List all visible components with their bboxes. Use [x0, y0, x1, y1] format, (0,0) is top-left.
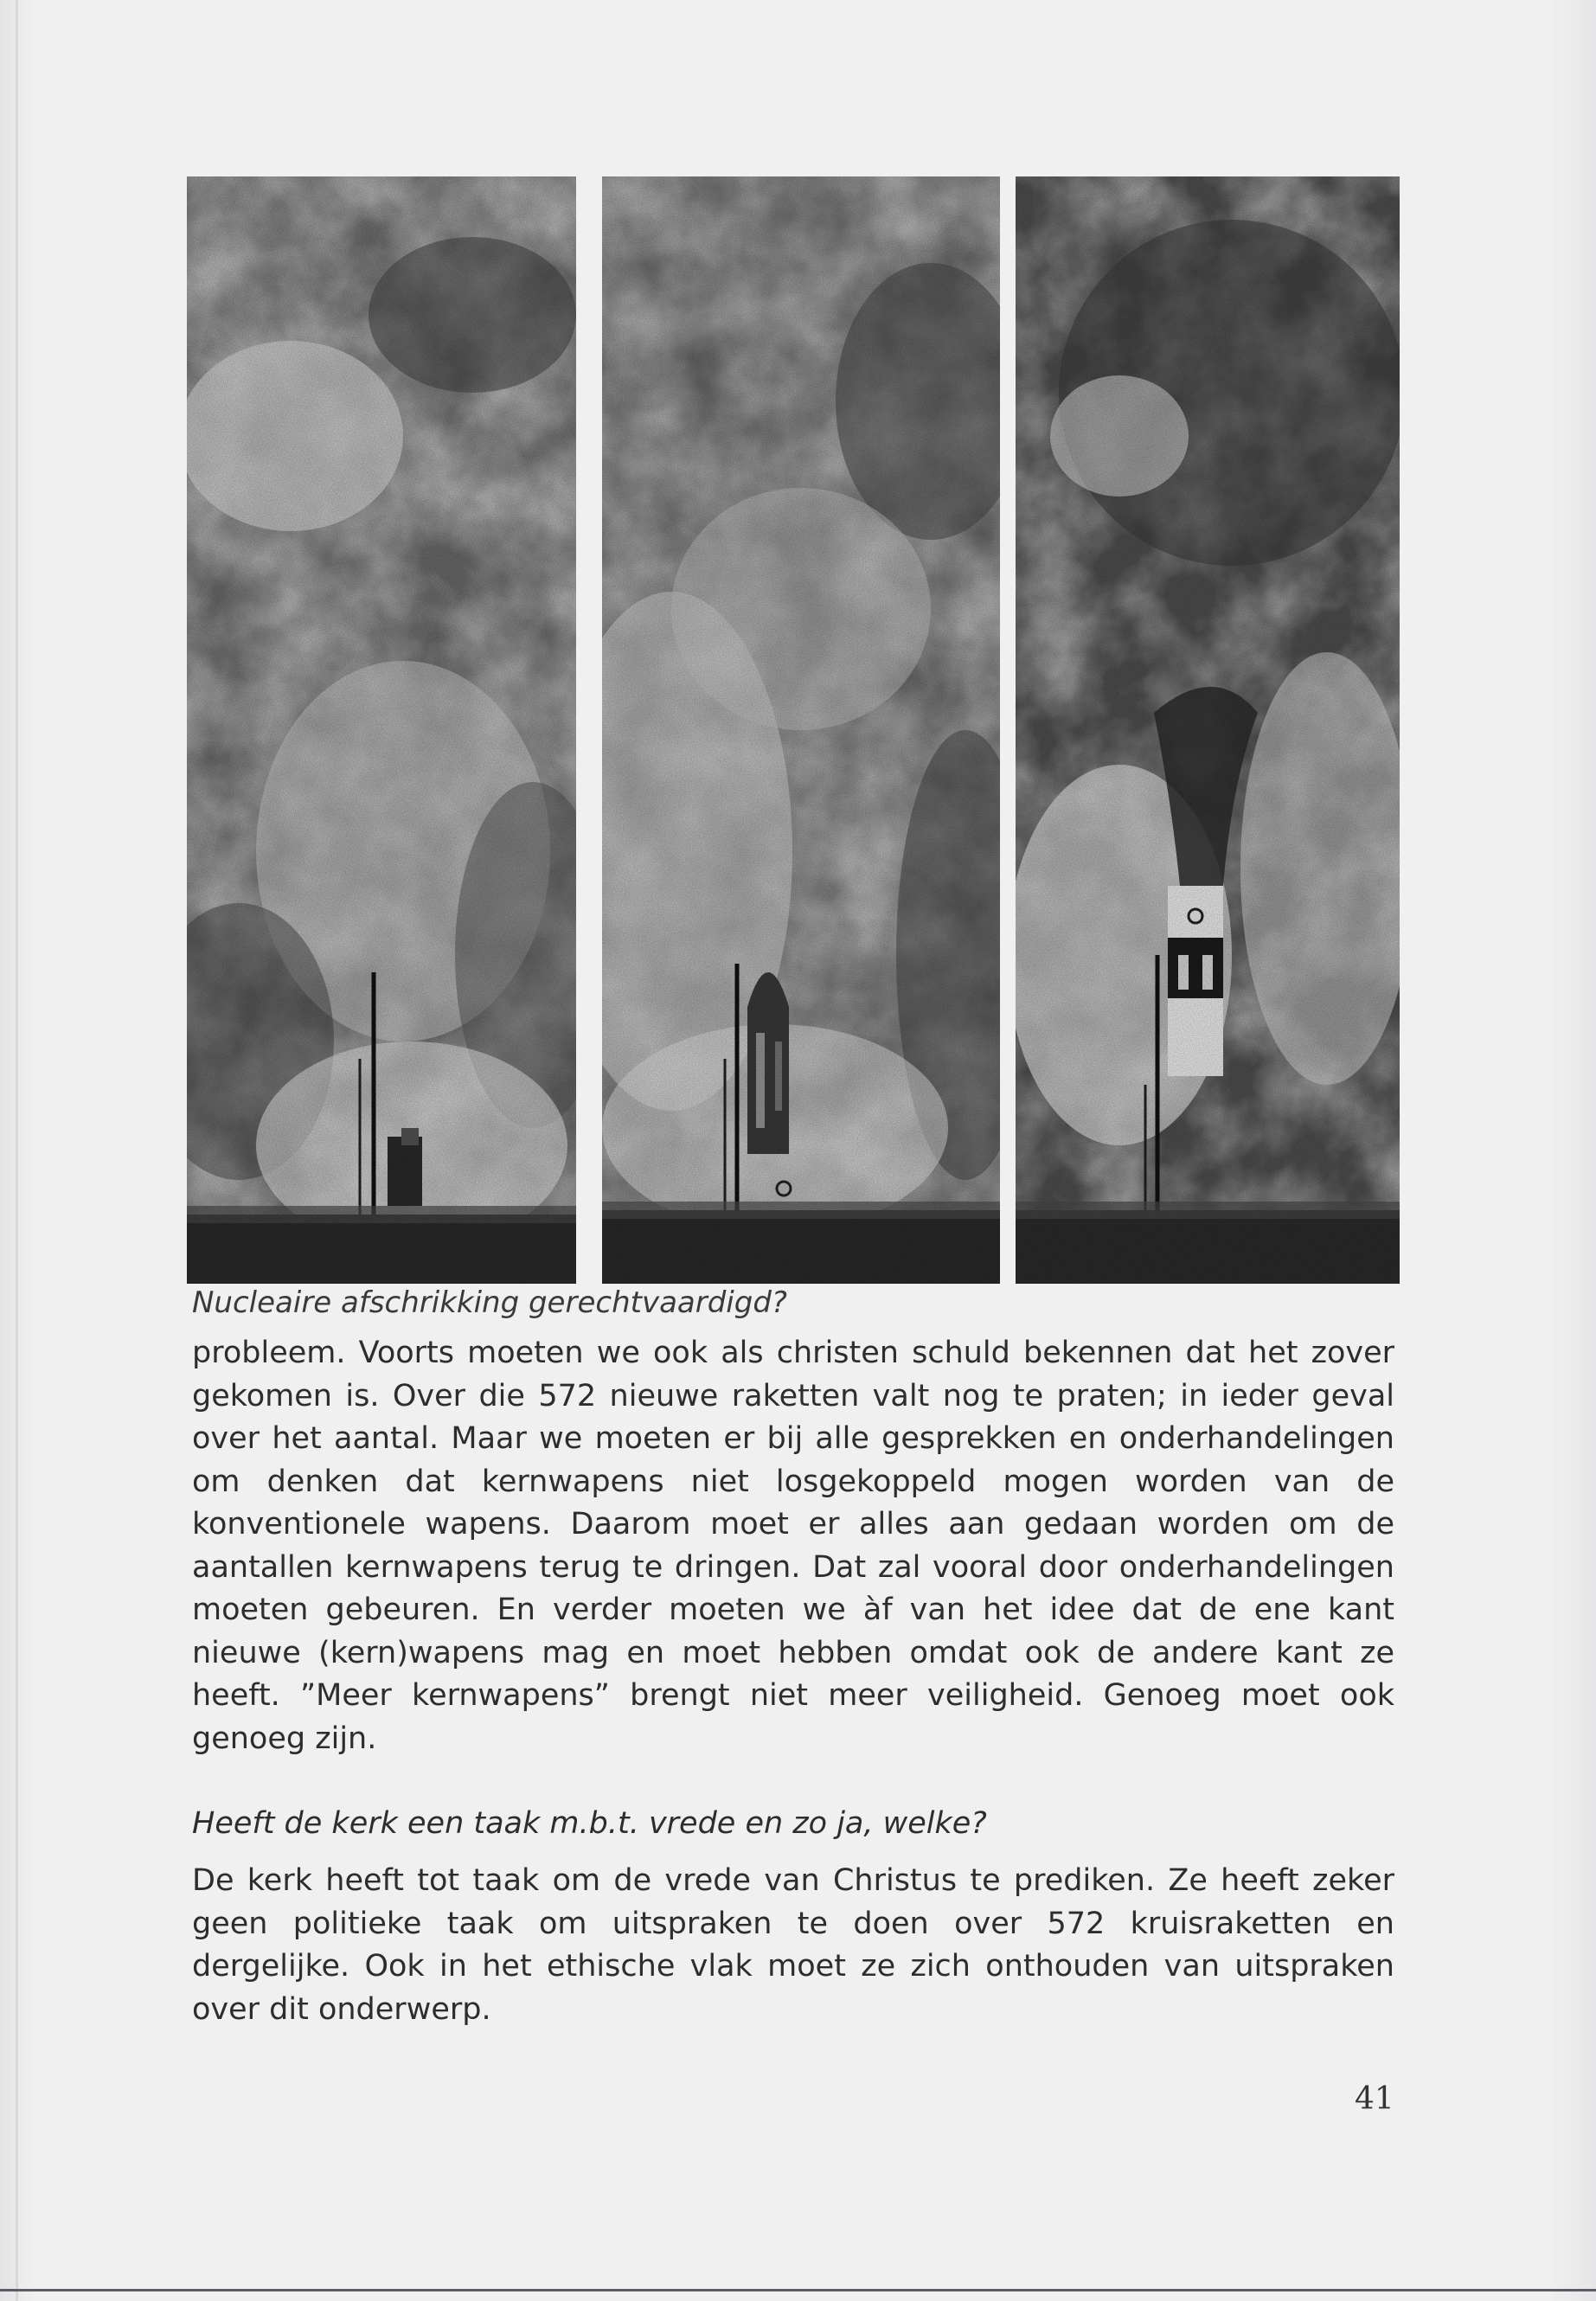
- section-subheading: Heeft de kerk een taak m.b.t. vrede en zo ja, welke?: [192, 1806, 987, 1841]
- rocket-launch-photo-1: [187, 176, 576, 1284]
- page-number: 41: [1355, 2081, 1394, 2117]
- rocket-launch-photo-2: [602, 176, 1000, 1284]
- rocket-launch-photo-strip: [187, 176, 1400, 1284]
- rocket-ascent-icon: [1016, 176, 1400, 1284]
- rocket-liftoff-icon: [602, 176, 1000, 1284]
- body-paragraph-2: De kerk heeft tot taak om de vrede van Christus te prediken. Ze heeft zeker geen politieke taak om uitspraken te doen over 572 kruisraketten en dergelijke. Ook in het ethische vlak moet ze zich onthouden van uitspraken over dit onderwerp.: [192, 1863, 1394, 2027]
- rocket-launch-photo-3: [1016, 176, 1400, 1284]
- page-edge-shadow: [16, 0, 18, 2301]
- body-paragraph-1: probleem. Voorts moeten we ook als christen schuld bekennen dat het zover gekomen is. Over die 572 nieuwe raketten valt nog te praten; in ieder geval over het aantal. Maar we moeten er bij alle gesprekken en onderhandelingen om denken dat kernwapens niet losgekoppeld mogen worden van de konventionele wapens. Daarom moet er alles aan gedaan worden om de aantallen kernwapens terug te dringen. Dat zal vooral door onderhandelingen moeten gebeuren. En verder moeten we àf van het idee dat de ene kant nieuwe (kern)wapens mag en moet hebben omdat ook de andere kant ze heeft. ”Meer kernwapens” brengt niet meer veiligheid. Genoeg moet ook genoeg zijn.: [192, 1336, 1394, 1756]
- bottom-edge-line: [0, 2289, 1596, 2291]
- rocket-on-launchpad-icon: [187, 176, 576, 1284]
- figure-caption: Nucleaire afschrikking gerechtvaardigd?: [192, 1285, 787, 1320]
